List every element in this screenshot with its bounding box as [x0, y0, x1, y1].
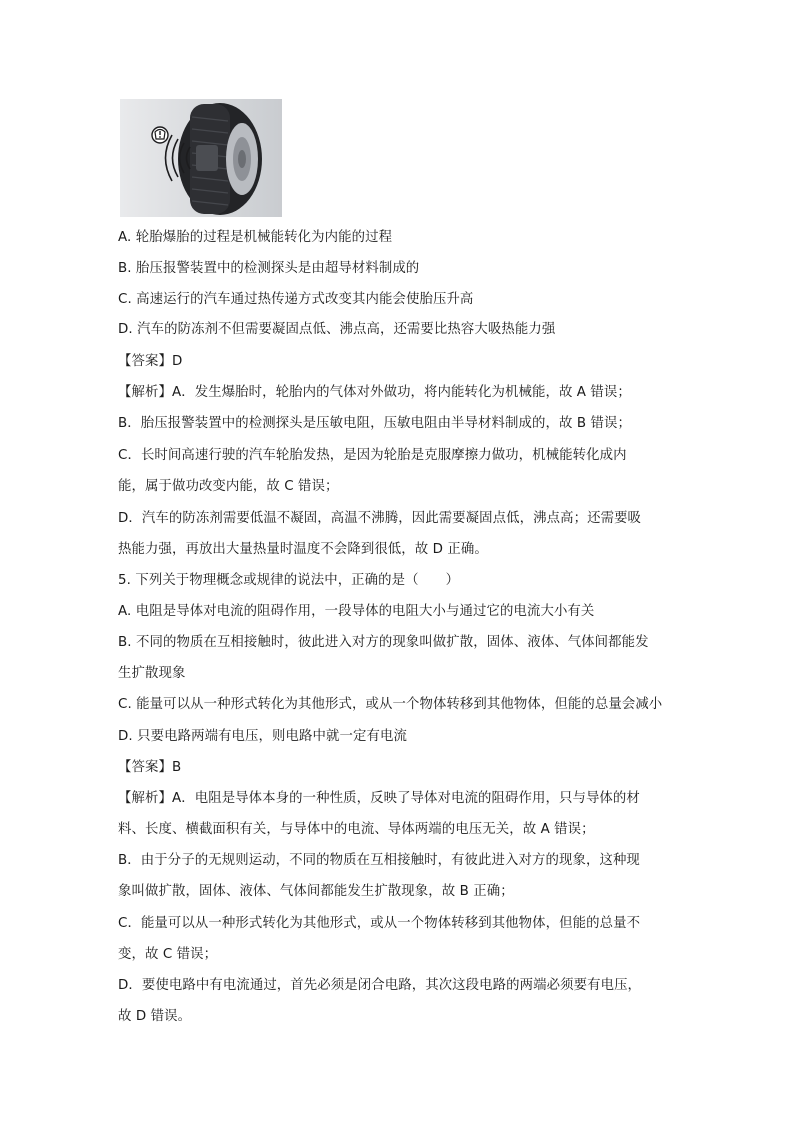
- q4-analysis-line: 【解析】A．发生爆胎时，轮胎内的气体对外做功，将内能转化为机械能，故 A 错误；: [118, 385, 631, 400]
- q5-analysis-line: D．要使电路中有电流通过，首先必须是闭合电路，其次这段电路的两端必须要有电压，: [118, 978, 642, 993]
- tire-pressure-figure: [120, 99, 282, 217]
- q5-analysis-line: 变，故 C 错误；: [118, 947, 218, 962]
- q4-option-c: C. 高速运行的汽车通过热传递方式改变其内能会使胎压升高: [118, 292, 474, 307]
- q5-option-b-cont: 生扩散现象: [118, 666, 186, 681]
- q4-option-b: B. 胎压报警装置中的检测探头是由超导材料制成的: [118, 261, 420, 276]
- q5-option-c: C. 能量可以从一种形式转化为其他形式，或从一个物体转移到其他物体，但能的总量会减小: [118, 697, 663, 712]
- q5-option-d: D. 只要电路两端有电压，则电路中就一定有电流: [118, 729, 407, 744]
- q5-option-b: B. 不同的物质在互相接触时，彼此进入对方的现象叫做扩散，固体、液体、气体间都能发: [118, 635, 649, 650]
- q4-answer: 【答案】D: [118, 354, 183, 369]
- tpms-warning-icon: [152, 127, 168, 143]
- q5-option-a: A. 电阻是导体对电流的阻碍作用，一段导体的电阻大小与通过它的电流大小有关: [118, 604, 595, 619]
- q4-analysis-line: B．胎压报警装置中的检测探头是压敏电阻，压敏电阻由半导材料制成的，故 B 错误；: [118, 416, 631, 431]
- q5-analysis-line: 【解析】A．电阻是导体本身的一种性质，反映了导体对电流的阻碍作用，只与导体的材: [118, 791, 640, 806]
- q5-analysis-line: C．能量可以从一种形式转化为其他形式，或从一个物体转移到其他物体，但能的总量不: [118, 916, 641, 931]
- q4-analysis-line: 热能力强，再放出大量热量时温度不会降到很低，故 D 正确。: [118, 542, 488, 557]
- q4-analysis-line: 能，属于做功改变内能，故 C 错误；: [118, 479, 339, 494]
- q4-analysis-line: D．汽车的防冻剂需要低温不凝固，高温不沸腾，因此需要凝固点低，沸点高；还需要吸: [118, 511, 642, 526]
- q4-analysis-line: C．长时间高速行驶的汽车轮胎发热，是因为轮胎是克服摩擦力做功，机械能转化成内: [118, 448, 627, 463]
- q5-analysis-line: 故 D 错误。: [118, 1009, 192, 1024]
- tire-illustration: [120, 99, 282, 217]
- q4-option-a: A. 轮胎爆胎的过程是机械能转化为内能的过程: [118, 230, 393, 245]
- q4-option-d: D. 汽车的防冻剂不但需要凝固点低、沸点高，还需要比热容大吸热能力强: [118, 322, 556, 337]
- q5-analysis-line: 料、长度、横截面积有关，与导体中的电流、导体两端的电压无关，故 A 错误；: [118, 822, 595, 837]
- q5-analysis-line: 象叫做扩散，固体、液体、气体间都能发生扩散现象，故 B 正确；: [118, 884, 514, 899]
- q5-stem: 5. 下列关于物理概念或规律的说法中，正确的是（ ）: [118, 573, 460, 588]
- q5-analysis-line: B．由于分子的无规则运动，不同的物质在互相接触时，有彼此进入对方的现象，这种现: [118, 853, 640, 868]
- q5-answer: 【答案】B: [118, 760, 182, 775]
- sensor-block: [196, 145, 218, 171]
